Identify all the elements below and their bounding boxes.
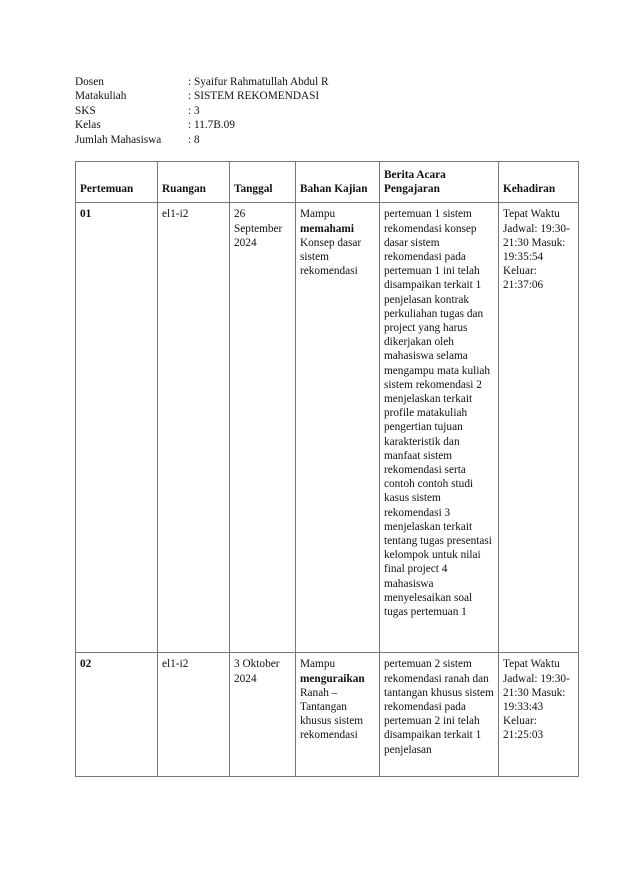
cell-tanggal: 3 Oktober 2024 — [230, 653, 296, 777]
bahan-pre: Mampu — [300, 658, 336, 671]
info-label: SKS — [75, 104, 96, 117]
info-label: Matakuliah — [75, 90, 127, 103]
header-info — [75, 75, 329, 147]
bahan-post: Konsep dasar sistem rekomendasi — [300, 236, 362, 278]
bahan-keyword: menguraikan — [300, 672, 365, 685]
cell-pertemuan: 01 — [76, 203, 158, 653]
cell-tanggal: 26 September 2024 — [230, 203, 296, 653]
cell-bahan-kajian — [296, 653, 380, 777]
bahan-keyword: memahami — [300, 222, 354, 235]
info-label: Kelas — [75, 119, 101, 132]
attendance-table — [75, 161, 579, 777]
cell-kehadiran: Tepat Waktu Jadwal: 19:30-21:30 Masuk: 19:33:43 Keluar: 21:25:03 — [499, 653, 579, 777]
info-label: Jumlah Mahasiswa — [75, 133, 162, 146]
info-value: : Syaifur Rahmatullah Abdul R — [188, 76, 329, 88]
table-header-row — [76, 162, 579, 203]
cell-berita-acara: pertemuan 1 sistem rekomendasi konsep dasar sistem rekomendasi pada pertemuan 1 ini telah disampaikan terkait 1 penjelasan kontrak perkuliahan tugas dan project yang harus dikerjakan oleh mahasiswa selama mengampu mata kuliah sistem rekomendasi 2 menjelaskan terkait profile matakuliah pengertian tujuan karakteristik dan manfaat sistem rekomendasi serta contoh contoh studi kasus sistem rekomendasi 3 menjelaskan terkait tentang tugas presentasi kelompok untuk nilai final project 4 mahasiswa menyelesaikan soal tugas pertemuan 1 — [380, 203, 499, 653]
column-header-berita-acara: Berita Acara Pengajaran — [380, 162, 499, 203]
info-value: : 8 — [188, 133, 200, 146]
cell-pertemuan: 02 — [76, 653, 158, 777]
column-header-kehadiran: Kehadiran — [499, 162, 579, 203]
cell-berita-acara: pertemuan 2 sistem rekomendasi ranah dan tantangan khusus sistem rekomendasi pada pertemuan 2 ini telah disampaikan terkait 1 penjelasan — [380, 653, 499, 777]
cell-ruangan: el1-i2 — [158, 203, 230, 653]
bahan-post: Ranah – Tantangan khusus sistem rekomendasi — [300, 686, 364, 742]
cell-ruangan: el1-i2 — [158, 653, 230, 777]
info-value: : SISTEM REKOMENDASI — [188, 90, 320, 103]
cell-bahan-kajian — [296, 203, 380, 653]
info-row-sks — [75, 104, 329, 118]
column-header-ruangan: Ruangan — [158, 162, 230, 203]
table-row — [76, 203, 579, 653]
info-row-jumlah-mahasiswa — [75, 133, 329, 147]
attendance-table-wrapper — [75, 161, 579, 777]
cell-kehadiran: Tepat Waktu Jadwal: 19:30-21:30 Masuk: 19:35:54 Keluar: 21:37:06 — [499, 203, 579, 653]
info-value: : 3 — [188, 104, 200, 117]
column-header-bahan-kajian: Bahan Kajian — [296, 162, 380, 203]
column-header-pertemuan: Pertemuan — [76, 162, 158, 203]
column-header-tanggal: Tanggal — [230, 162, 296, 203]
info-value: : 11.7B.09 — [188, 119, 235, 132]
info-row-matakuliah — [75, 89, 329, 103]
info-label: Dosen — [75, 76, 104, 88]
info-row-kelas — [75, 118, 329, 132]
info-row-dosen — [75, 75, 329, 89]
table-row — [76, 653, 579, 777]
bahan-pre: Mampu — [300, 208, 336, 221]
